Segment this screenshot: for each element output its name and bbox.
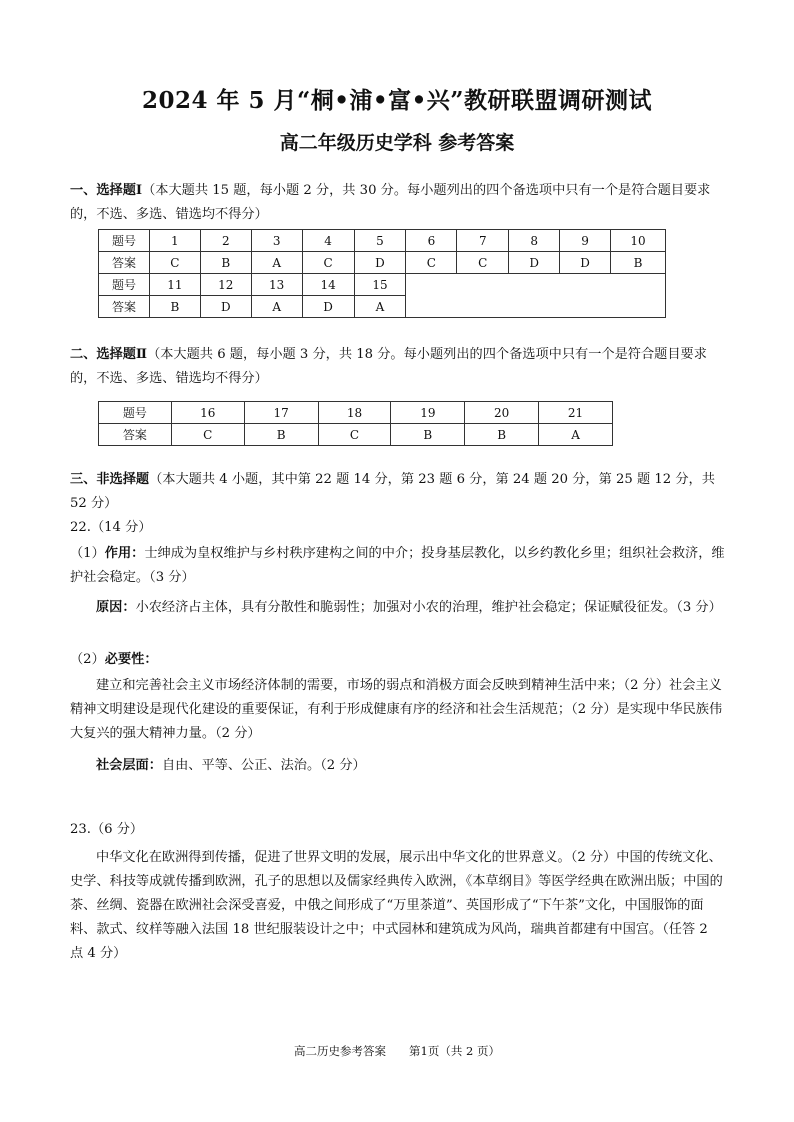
row-label-question: 题号: [99, 230, 150, 252]
question-number: 15: [354, 274, 406, 296]
question-number: 19: [391, 402, 465, 424]
question-number: 9: [560, 230, 611, 252]
answer-cell: C: [171, 424, 244, 446]
question-number: 6: [406, 230, 457, 252]
answer-cell: B: [391, 424, 465, 446]
q23-answer-text: 中华文化在欧洲得到传播，促进了世界文明的发展，展示出中华文化的世界意义。（2 分）中国的传统文化、史学、科技等成就传播到欧洲，孔子的思想以及儒家经典传入欧洲，《本草纲目》等医学经典在欧洲出版；中国的茶、丝绸、瓷器在欧洲社会深受喜爱，中俄之间形成了“万里茶道”、英国形成了“下午茶”文化，中国服饰的面料、款式、纹样等融入法国 18 世纪服装设计之中；中式园林和建筑成为风尚，瑞典首都建有中国宫。（任答 2 点 4 分）: [70, 850, 723, 961]
q22-reason-label: 原因：: [96, 600, 136, 615]
page-title: 2024 年 5 月“桐•浦•富•兴”教研联盟调研测试: [141, 87, 653, 114]
empty-merged-cell: [406, 274, 666, 318]
row-label-answer: 答案: [99, 424, 172, 446]
section1-heading: 一、选择题Ⅰ: [70, 183, 143, 198]
answer-cell: C: [406, 252, 457, 274]
question-number: 8: [509, 230, 560, 252]
row-label-question: 题号: [99, 274, 150, 296]
q22-part2-prefix: （2）: [70, 652, 105, 667]
question-number: 2: [200, 230, 251, 252]
answer-cell: B: [465, 424, 539, 446]
answer-cell: D: [560, 252, 611, 274]
answer-cell: D: [354, 252, 406, 274]
section2-description: （本大题共 6 题，每小题 3 分，共 18 分。每小题列出的四个备选项中只有一个是符合题目要求的，不选、多选、错选均不得分）: [70, 347, 707, 386]
row-label-answer: 答案: [99, 252, 150, 274]
answer-cell: C: [302, 252, 354, 274]
table-row: [99, 274, 666, 296]
section3-heading: 三、非选择题: [70, 472, 150, 487]
question-number: 7: [457, 230, 509, 252]
question-number: 5: [354, 230, 406, 252]
row-label-answer: 答案: [99, 296, 150, 318]
question-number: 10: [611, 230, 666, 252]
table-row: [99, 402, 613, 424]
q23-label: 23.（6 分）: [70, 822, 144, 837]
page-subtitle: 高二年级历史学科 参考答案: [279, 132, 515, 154]
answer-cell: B: [611, 252, 666, 274]
question-number: 12: [200, 274, 251, 296]
q22-social-level: [70, 754, 725, 778]
section1-description: （本大题共 15 题，每小题 2 分，共 30 分。每小题列出的四个备选项中只有一个是符合题目要求的，不选、多选、错选均不得分）: [70, 183, 711, 222]
q22-part1-effect: [70, 542, 725, 590]
table-row: [99, 252, 666, 274]
table-row: [99, 424, 613, 446]
section1-intro: [70, 179, 725, 227]
section3-description: （本大题共 4 小题，其中第 22 题 14 分，第 23 题 6 分，第 24 题 20 分，第 25 题 12 分，共 52 分）: [70, 472, 715, 511]
page-footer: 高二历史参考答案 第1页（共 2 页）: [294, 1044, 500, 1058]
answer-cell: A: [251, 296, 302, 318]
section2-intro: [70, 343, 725, 391]
section3-intro: [70, 468, 725, 516]
answer-cell: C: [318, 424, 391, 446]
answer-cell: B: [149, 296, 200, 318]
q22-part2: [70, 648, 725, 672]
row-label-question: 题号: [99, 402, 172, 424]
answer-cell: D: [302, 296, 354, 318]
q22-part1-prefix: （1）: [70, 546, 105, 561]
question-number: 14: [302, 274, 354, 296]
answer-cell: A: [354, 296, 406, 318]
question-number: 16: [171, 402, 244, 424]
answer-cell: A: [251, 252, 302, 274]
q22-reason-text: 小农经济占主体，具有分散性和脆弱性；加强对小农的治理，维护社会稳定；保证赋役征发。（3 分）: [135, 600, 722, 615]
question-number: 20: [465, 402, 539, 424]
answer-cell: C: [457, 252, 509, 274]
q22-social-level-label: 社会层面：: [96, 758, 162, 773]
answer-cell: C: [149, 252, 200, 274]
q22-part1-reason: [70, 596, 725, 620]
q22-social-level-text: 自由、平等、公正、法治。（2 分）: [161, 758, 366, 773]
question-number: 17: [244, 402, 318, 424]
q22-necessity-label: 必要性：: [104, 652, 158, 667]
answer-cell: A: [539, 424, 613, 446]
answer-cell: D: [509, 252, 560, 274]
question-number: 18: [318, 402, 391, 424]
table-row: [99, 230, 666, 252]
section2-heading: 二、选择题Ⅱ: [70, 347, 148, 362]
question-number: 3: [251, 230, 302, 252]
question-number: 21: [539, 402, 613, 424]
section2-answer-table: [98, 401, 613, 446]
q22-part1-effect-label: 作用：: [104, 546, 145, 561]
question-number: 13: [251, 274, 302, 296]
section1-answer-table: [98, 229, 666, 318]
answer-cell: D: [200, 296, 251, 318]
question-number: 1: [149, 230, 200, 252]
answer-cell: B: [200, 252, 251, 274]
answer-cell: B: [244, 424, 318, 446]
q22-part1-effect-text: 士绅成为皇权维护与乡村秩序建构之间的中介；投身基层教化，以乡约教化乡里；组织社会救济，维护社会稳定。（3 分）: [70, 546, 725, 585]
q22-necessity-text: 建立和完善社会主义市场经济体制的需要，市场的弱点和消极方面会反映到精神生活中来；（2 分）社会主义精神文明建设是现代化建设的重要保证，有利于形成健康有序的经济和社会生活规范；（2 分）是实现中华民族伟大复兴的强大精神力量。（2 分）: [70, 678, 723, 741]
question-number: 11: [149, 274, 200, 296]
question-number: 4: [302, 230, 354, 252]
q22-label: 22.（14 分）: [70, 520, 152, 535]
